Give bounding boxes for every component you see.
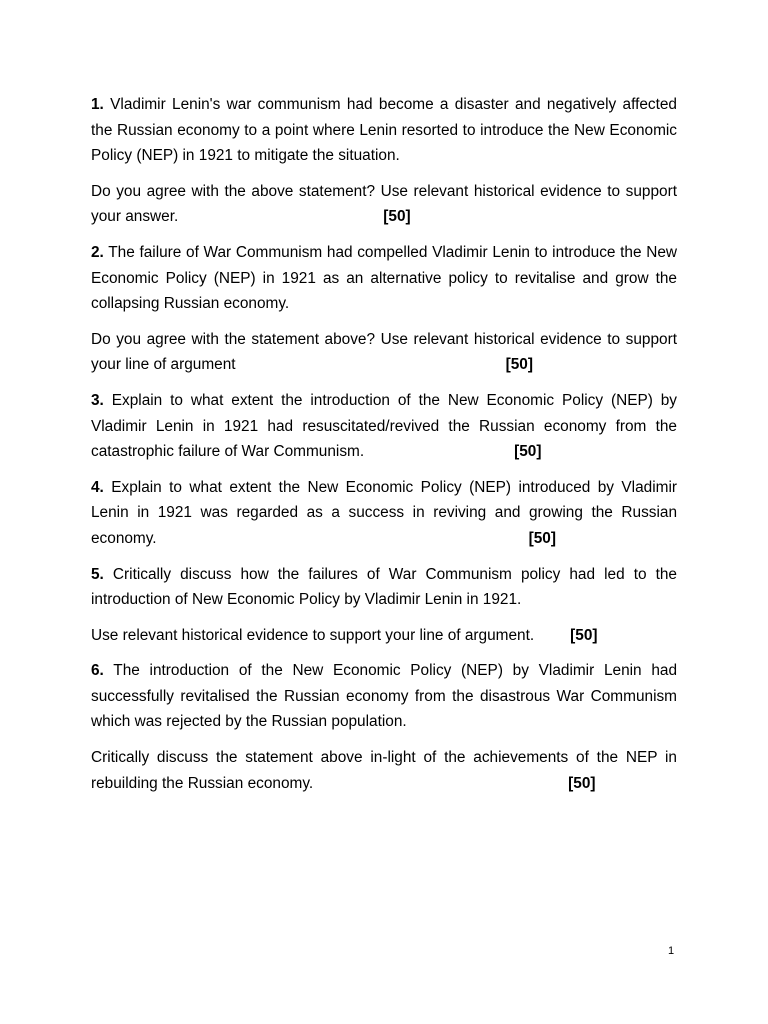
question-list (91, 92, 677, 806)
question-2-statement (91, 240, 677, 317)
instruction-text: Critically discuss the statement above in-light of the achievements of the NEP in rebuilding the Russian economy. (91, 749, 677, 792)
instruction-text: Do you agree with the above statement? Use relevant historical evidence to support your answer. (91, 182, 677, 226)
question-4-statement (91, 475, 677, 552)
marks-label: [50] (568, 774, 596, 792)
marks-label: [50] (514, 443, 542, 461)
question-number: 1. (91, 96, 104, 113)
statement-text: Explain to what extent the New Economic Policy (NEP) introduced by Vladimir Lenin in 1921 was regarded as a success in reviving and growing the Russian economy. (91, 478, 677, 547)
marks-label: [50] (570, 626, 598, 644)
question-number: 6. (91, 662, 104, 680)
question-2-instruction (91, 327, 677, 378)
question-number: 4. (91, 478, 104, 496)
question-6-statement (91, 658, 677, 735)
statement-text: The introduction of the New Economic Policy (NEP) by Vladimir Lenin had successfully revitalised the Russian economy from the disastrous War Communism which was rejected by the Russian population. (91, 662, 678, 731)
question-number: 5. (91, 565, 104, 583)
statement-text: The failure of War Communism had compelled Vladimir Lenin to introduce the New Economic Policy (NEP) in 1921 as an alternative policy to revitalise and grow the collapsing Russian economy. (91, 243, 678, 313)
instruction-text: Do you agree with the statement above? Use relevant historical evidence to support your line of argument (91, 330, 677, 374)
marks-label: [50] (383, 208, 411, 226)
instruction-text: Use relevant historical evidence to support your line of argument. (91, 626, 535, 644)
statement-text: Critically discuss how the failures of War Communism policy had led to the introduction of New Economic Policy by Vladimir Lenin in 1921. (91, 565, 677, 609)
question-5-instruction (91, 623, 677, 649)
marks-label: [50] (505, 356, 533, 374)
question-6-instruction (91, 745, 677, 796)
statement-text: Explain to what extent the introduction of the New Economic Policy (NEP) by Vladimir Lenin in 1921 had resuscitated/revived the Russian economy from the catastrophic failure of War Communism. (91, 391, 678, 461)
marks-label: [50] (528, 529, 556, 547)
question-1-instruction (91, 179, 677, 230)
statement-text: Vladimir Lenin's war communism had become a disaster and negatively affected the Russian economy to a point where Lenin resorted to introduce the New Economic Policy (NEP) in 1921 to mitigate the situation. (91, 96, 677, 165)
question-number: 2. (91, 243, 104, 261)
question-number: 3. (91, 391, 104, 409)
question-1-statement (91, 92, 677, 169)
question-5-statement (91, 562, 677, 613)
question-3-statement (91, 388, 677, 465)
page-number: 1 (668, 945, 675, 957)
